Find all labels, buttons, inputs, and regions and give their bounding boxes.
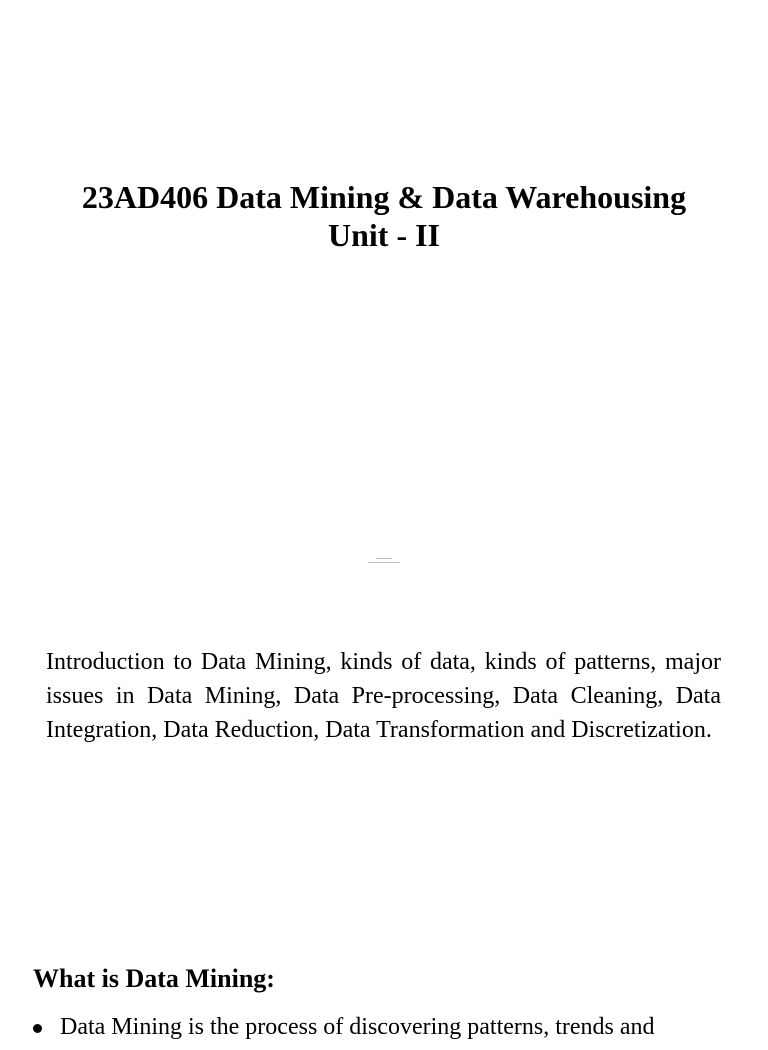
list-item-text: Data Mining is the process of discovering patterns, trends and: [60, 1014, 655, 1040]
section-heading: What is Data Mining:: [33, 964, 275, 993]
course-title: 23AD406 Data Mining & Data Warehousing: [81, 179, 687, 215]
unit-title: Unit - II: [327, 217, 440, 253]
faint-mark: [368, 557, 400, 565]
intro-paragraph: Introduction to Data Mining, kinds of data, kinds of patterns, major issues in Data Mining, Data Pre-processing, Data Cleaning, Data Integration, Data Reduction, Data Transformation and Discretization.: [46, 649, 721, 743]
bullet-icon: [33, 1024, 42, 1033]
faint-mark-line: [368, 562, 400, 563]
faint-mark-line: [376, 558, 392, 559]
list-item: [33, 1010, 768, 1050]
document-title: [0, 178, 768, 254]
